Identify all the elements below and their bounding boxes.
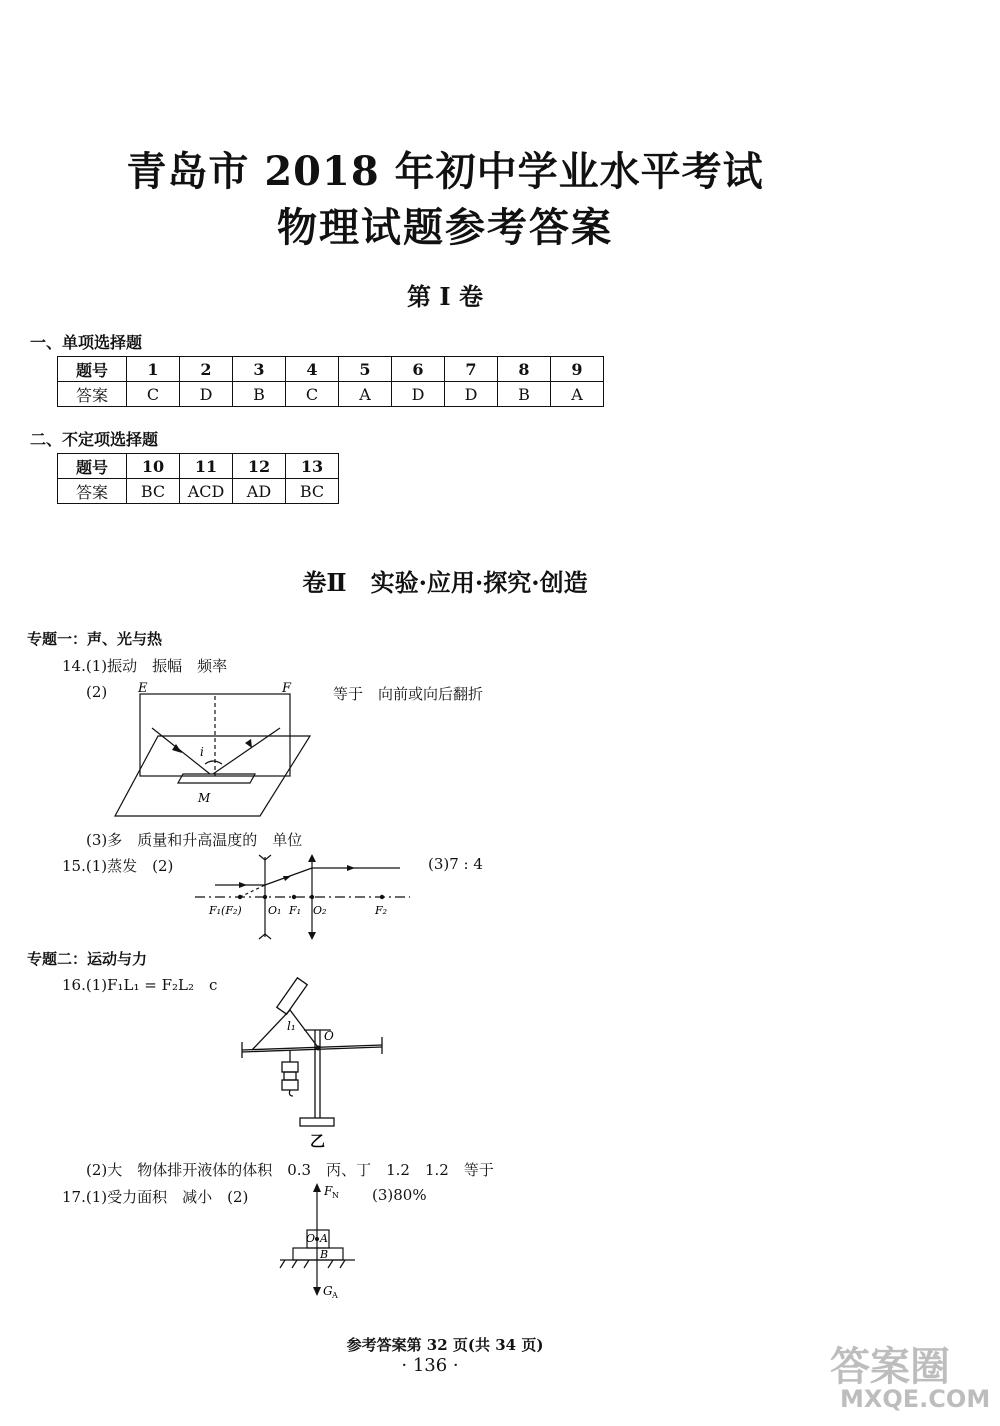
label-f: F [282,681,292,696]
question-number-cell: 9 [551,357,604,382]
question-number-cell: 7 [445,357,498,382]
lens-diagram [195,852,415,942]
watermark-logo: 答案圈 [830,1344,950,1390]
reflection-diagram [110,678,320,828]
label-b: B [320,1248,329,1261]
volume-1-heading: 第 I 卷 [407,282,483,311]
label-e: E [138,681,148,696]
question-number-cell: 5 [339,357,392,382]
answer-cell: B [233,382,286,407]
question-number-cell: 2 [180,357,233,382]
answer-cell: B [498,382,551,407]
lever-diagram [232,968,392,1158]
label-o2: O₂ [313,904,327,917]
answer-cell: A [339,382,392,407]
section-1-title: 一、单项选择题 [30,333,143,352]
topic-2-heading: 专题二：运动与力 [27,950,148,968]
q14-part2-label: (2) [86,683,108,701]
answer-cell: A [551,382,604,407]
label-a: A [320,1232,328,1245]
label-ga: G [323,1284,333,1298]
q14-part1: 14.(1)振动 振幅 频率 [62,657,228,675]
answer-cell: D [445,382,498,407]
row-header-label: 答案 [58,479,127,504]
answer-cell: D [392,382,445,407]
question-number-cell: 6 [392,357,445,382]
figure-caption: 乙 [310,1132,326,1150]
multi-choice-answer-table [57,453,339,504]
question-number-cell: 13 [286,454,339,479]
label-fn: F [324,1184,333,1198]
force-diagram [275,1180,375,1305]
page-footer: 参考答案第 32 页(共 34 页) [346,1336,544,1354]
label-f1: F₁ [289,904,302,917]
q15-part1-2: 15.(1)蒸发 (2) [62,857,174,875]
answer-cell: AD [233,479,286,504]
question-number-cell: 10 [127,454,180,479]
page-number: · 136 · [401,1355,459,1376]
q17-part1-2: 17.(1)受力面积 减小 (2) [62,1188,249,1206]
q17-part3: (3)80% [372,1186,427,1204]
answer-cell: BC [127,479,180,504]
row-header-label: 题号 [58,357,127,382]
watermark-url: MXQE.COM [840,1385,991,1413]
question-number-cell: 11 [180,454,233,479]
label-o: O [324,1029,334,1043]
section-2-title: 二、不定项选择题 [30,430,159,449]
table-header-row [58,357,604,382]
answer-cell: BC [286,479,339,504]
label-o-point: O [306,1232,316,1245]
question-number-cell: 3 [233,357,286,382]
row-header-label: 答案 [58,382,127,407]
row-header-label: 题号 [58,454,127,479]
question-number-cell: 4 [286,357,339,382]
label-l1: l₁ [287,1019,296,1033]
answer-cell: C [127,382,180,407]
label-m: M [198,791,211,805]
label-i: i [200,745,204,759]
topic-1-heading: 专题一：声、光与热 [27,630,163,648]
page-subtitle: 物理试题参考答案 [277,204,613,251]
table-header-row [58,454,339,479]
table-answer-row [58,479,339,504]
q14-part2-answer: 等于 向前或向后翻折 [333,685,484,703]
label-ga-sub: A [332,1291,338,1300]
q15-part3: (3)7 : 4 [428,855,483,873]
question-number-cell: 12 [233,454,286,479]
answer-cell: D [180,382,233,407]
question-number-cell: 1 [127,357,180,382]
answer-cell: ACD [180,479,233,504]
label-f2: F₂ [375,904,388,917]
question-number-cell: 8 [498,357,551,382]
page-title: 青岛市 2018 年初中学业水平考试 [126,148,764,195]
answer-cell: C [286,382,339,407]
q16-part2: (2)大 物体排开液体的体积 0.3 丙、丁 1.2 1.2 等于 [86,1161,494,1179]
volume-2-heading: 卷Ⅱ 实验·应用·探究·创造 [302,568,588,597]
single-choice-answer-table [57,356,604,407]
label-fn-sub: N [332,1191,339,1200]
label-o1: O₁ [268,904,282,917]
q14-part3: (3)多 质量和升高温度的 单位 [86,831,303,849]
q16-part1: 16.(1)F₁L₁ = F₂L₂ c [62,976,218,994]
label-f1f2: F₁(F₂) [209,904,242,917]
table-answer-row [58,382,604,407]
